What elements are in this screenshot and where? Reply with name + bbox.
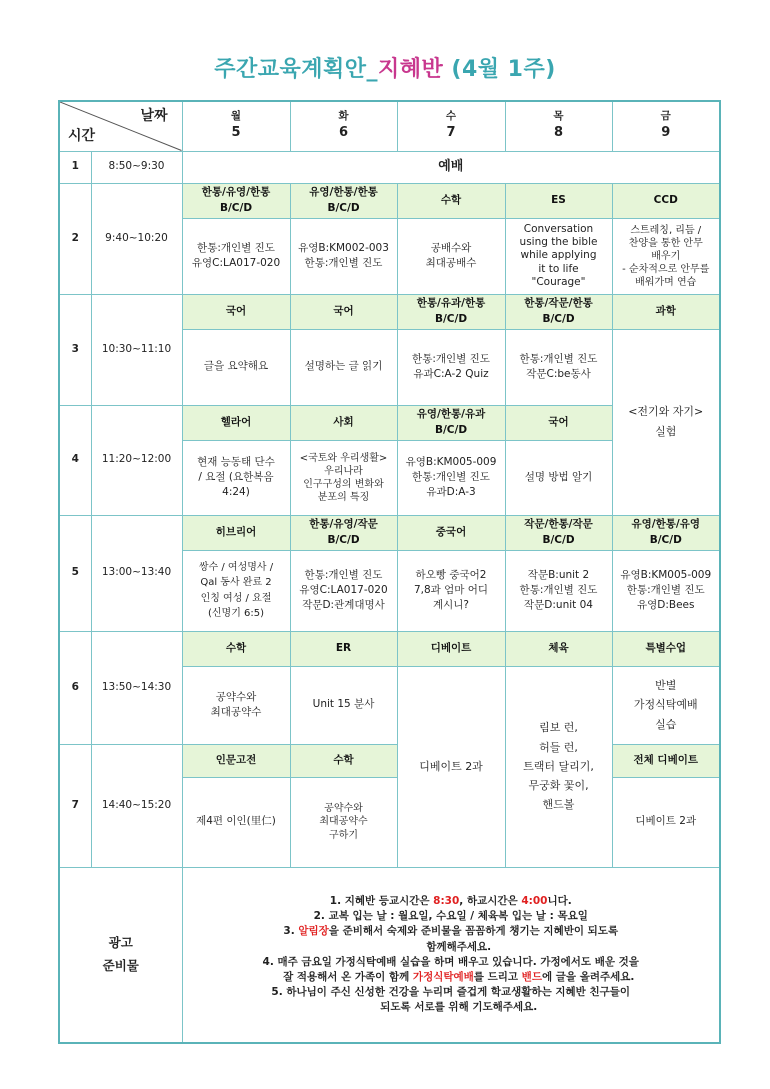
date-label: 날짜 xyxy=(140,108,168,124)
period-row-2-subjects xyxy=(59,183,720,218)
content-cell: 한통:개인별 진도 유영C:LA017-020 xyxy=(182,218,290,294)
period-number: 2 xyxy=(59,183,91,294)
content-cell: Unit 15 분사 xyxy=(290,666,397,744)
subject-cell: 유영/한통/한통 B/C/D xyxy=(290,183,397,218)
content-cell: 한통:개인별 진도 유과C:A-2 Quiz xyxy=(397,329,505,405)
content-cell: <국토와 우리생활> 우리나라 인구구성의 변화와 분포의 특징 xyxy=(290,440,397,515)
subject-cell: 한통/유과/한통 B/C/D xyxy=(397,294,505,329)
day-header-mon: 월 5 xyxy=(182,101,290,151)
subject-cell: 수학 xyxy=(290,744,397,777)
subject-cell: 한통/작문/한통 B/C/D xyxy=(505,294,612,329)
period-number: 7 xyxy=(59,744,91,867)
subject-cell: 수학 xyxy=(182,631,290,666)
period-number: 5 xyxy=(59,515,91,631)
period-number: 1 xyxy=(59,151,91,183)
content-cell: 공약수와 최대공약수 구하기 xyxy=(290,777,397,867)
content-cell: 쌍수 / 여성명사 / Qal 동사 완료 2 인칭 여성 / 요절 (신명기 6:5) xyxy=(182,550,290,631)
subject-cell: 전체 디베이트 xyxy=(612,744,720,777)
content-cell: 유영B:KM005-009 한통:개인별 진도 유과D:A-3 xyxy=(397,440,505,515)
content-cell: 설명 방법 알기 xyxy=(505,440,612,515)
period-row-1 xyxy=(59,151,720,183)
class-name: 지혜반 xyxy=(377,57,444,82)
note-4: 4. 매주 금요일 가정식탁예배 실습을 하며 배우고 있습니다. 가정에서도 배운 것을 잘 적용해서 온 가족이 함께 가정식탁예배를 드리고 밴드에 글을 올려주세요. xyxy=(262,955,639,983)
day-header-thu: 목 8 xyxy=(505,101,612,151)
subject-cell: 중국어 xyxy=(397,515,505,550)
header-row xyxy=(59,101,720,151)
day-header-fri: 금 9 xyxy=(612,101,720,151)
period-time: 10:30~11:10 xyxy=(91,294,182,405)
note-1: 1. 지혜반 등교시간은 8:30, 하교시간은 4:00니다. xyxy=(329,894,572,907)
content-cell: 유영B:KM005-009 한통:개인별 진도 유영D:Bees xyxy=(612,550,720,631)
period-row-3-subjects xyxy=(59,294,720,329)
content-cell: 유영B:KM002-003 한통:개인별 진도 xyxy=(290,218,397,294)
period-time: 11:20~12:00 xyxy=(91,405,182,515)
day-header-tue: 화 6 xyxy=(290,101,397,151)
period-number: 3 xyxy=(59,294,91,405)
content-cell: 현재 능동태 단수 / 요절 (요한복음 4:24) xyxy=(182,440,290,515)
content-cell: 반별 가정식탁예배 실습 xyxy=(612,666,720,744)
content-cell: 한통:개인별 진도 작문C:be동사 xyxy=(505,329,612,405)
note-5: 5. 하나님이 주신 신성한 건강을 누리며 즐겁게 학교생활하는 지혜반 친구들이 되도록 서로를 위해 기도해주세요. xyxy=(271,986,631,1014)
period-time: 13:00~13:40 xyxy=(91,515,182,631)
subject-cell: 국어 xyxy=(290,294,397,329)
period-time: 9:40~10:20 xyxy=(91,183,182,294)
time-label: 시간 xyxy=(68,128,96,145)
schedule-table xyxy=(58,100,721,1044)
debate-content-cell: 디베이트 2과 xyxy=(397,666,505,867)
subject-cell: 히브리어 xyxy=(182,515,290,550)
page-title: 주간교육계획안_지혜반 (4월 1주) xyxy=(214,57,556,82)
period-time: 13:50~14:30 xyxy=(91,631,182,744)
subject-cell: 헬라어 xyxy=(182,405,290,440)
subject-cell: 작문/한통/작문 B/C/D xyxy=(505,515,612,550)
content-cell: 공약수와 최대공약수 xyxy=(182,666,290,744)
pe-content-cell: 림보 런, 허들 런, 트랙터 달리기, 무궁화 꽃이, 핸드볼 xyxy=(505,666,612,867)
subject-cell: 사회 xyxy=(290,405,397,440)
subject-cell: 디베이트 xyxy=(397,631,505,666)
science-experiment-cell: <전기와 자기> 실험 xyxy=(612,329,720,515)
period-time: 14:40~15:20 xyxy=(91,744,182,867)
notes-row xyxy=(59,867,720,1043)
content-cell: 스트레칭, 리듬 / 찬양을 통한 안무 배우기 - 순차적으로 안무를 배워가며 연습 xyxy=(612,218,720,294)
period-number: 4 xyxy=(59,405,91,515)
subject-cell: 체육 xyxy=(505,631,612,666)
day-header-wed: 수 7 xyxy=(397,101,505,151)
period-number: 6 xyxy=(59,631,91,744)
content-cell: 작문B:unit 2 한통:개인별 진도 작문D:unit 04 xyxy=(505,550,612,631)
subject-cell: 특별수업 xyxy=(612,631,720,666)
subject-cell: 과학 xyxy=(612,294,720,329)
period-row-5-subjects xyxy=(59,515,720,550)
subject-cell: ER xyxy=(290,631,397,666)
note-3: 3. 알림장을 준비해서 숙제와 준비물을 꼼꼼하게 챙기는 지혜반이 되도록 함께해주세요. xyxy=(283,925,619,953)
period-time: 8:50~9:30 xyxy=(91,151,182,183)
subject-cell: 국어 xyxy=(182,294,290,329)
subject-cell: 한통/유영/작문 B/C/D xyxy=(290,515,397,550)
content-cell: 공배수와 최대공배수 xyxy=(397,218,505,294)
worship-cell: 예배 xyxy=(182,151,720,183)
subject-cell: 한통/유영/한통 B/C/D xyxy=(182,183,290,218)
corner-cell xyxy=(59,101,182,151)
content-cell: 제4편 이인(里仁) xyxy=(182,777,290,867)
notes-content xyxy=(182,867,720,1043)
subject-cell: 수학 xyxy=(397,183,505,218)
notes-label: 광고 준비물 xyxy=(59,867,182,1043)
period-row-7-subjects xyxy=(59,744,720,777)
content-cell: 디베이트 2과 xyxy=(612,777,720,867)
subject-cell: 인문고전 xyxy=(182,744,290,777)
content-cell: 글을 요약해요 xyxy=(182,329,290,405)
subject-cell: 유영/한통/유영 B/C/D xyxy=(612,515,720,550)
content-cell: 하오빵 중국어2 7,8과 엄마 어디 계시니? xyxy=(397,550,505,631)
period-row-6-subjects xyxy=(59,631,720,666)
note-2: 2. 교복 입는 날 : 월요일, 수요일 / 체육복 입는 날 : 목요일 xyxy=(313,910,588,923)
content-cell: Conversation using the bible while applying it to life "Courage" xyxy=(505,218,612,294)
content-cell: 설명하는 글 읽기 xyxy=(290,329,397,405)
subject-cell: 유영/한통/유과 B/C/D xyxy=(397,405,505,440)
subject-cell: 국어 xyxy=(505,405,612,440)
content-cell: 한통:개인별 진도 유영C:LA017-020 작문D:관계대명사 xyxy=(290,550,397,631)
subject-cell: CCD xyxy=(612,183,720,218)
subject-cell: ES xyxy=(505,183,612,218)
